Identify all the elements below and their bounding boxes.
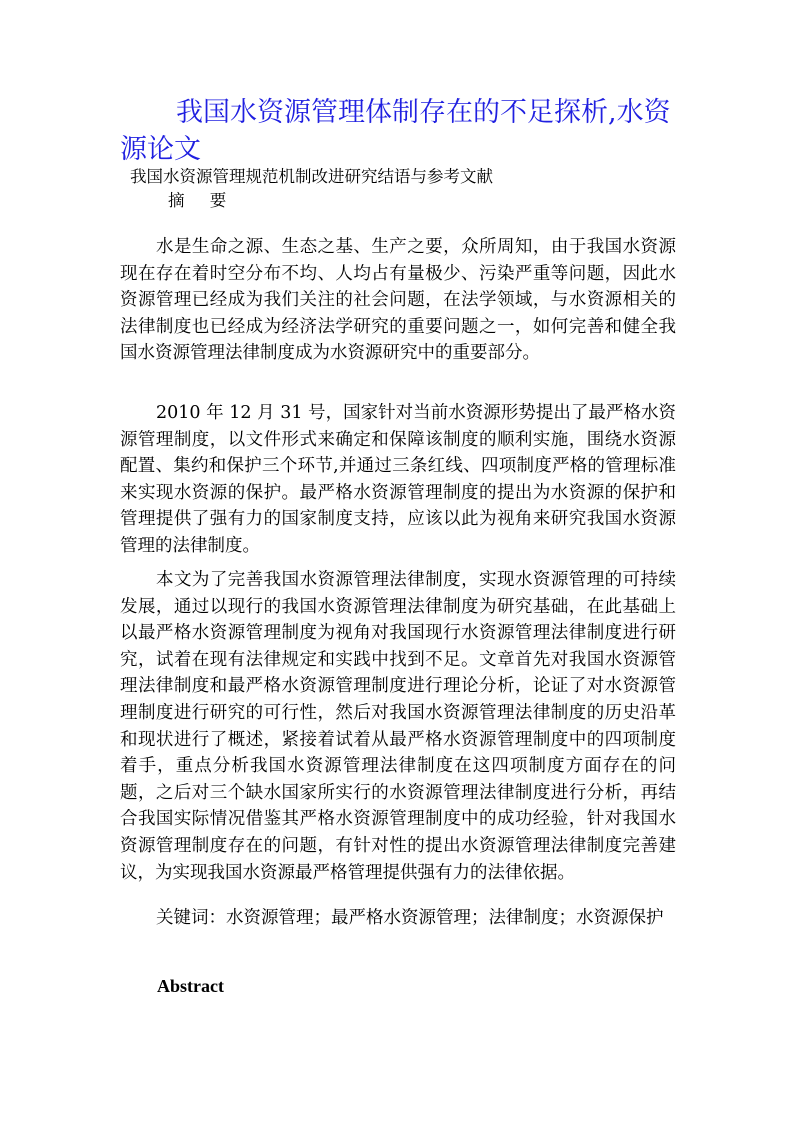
abstract-paragraph-3: 本文为了完善我国水资源管理法律制度，实现水资源管理的可持续发展，通过以现行的我国水资源管理法律制度为研究基础，在此基础上以最严格水资源管理制度为视角对我国现行水资源管理法律制度进行研究，试着在现有法律规定和实践中找到不足。文章首先对我国水资源管理法律制度和最严格水资源管理制度进行理论分析，论证了对水资源管理制度进行研究的可行性，然后对我国水资源管理法律制度的历史沿革和现状进行了概述，紧接着试着从最严格水资源管理制度中的四项制度着手，重点分析我国水资源管理法律制度在这四项制度方面存在的问题，之后对三个缺水国家所实行的水资源管理法律制度进行分析，再结合我国实际情况借鉴其严格水资源管理制度中的成功经验，针对我国水资源管理制度存在的问题，有针对性的提出水资源管理法律制度完善建议，为实现我国水资源最严格管理提供强有力的法律依据。 <box>120 570 676 883</box>
abstract-paragraph-1: 水是生命之源、生态之基、生产之要，众所周知，由于我国水资源现在存在着时空分布不均、人均占有量极少、污染严重等问题，因此水资源管理已经成为我们关注的社会问题，在法学领域，与水资源相关的法律制度也已经成为经济法学研究的重要问题之一，如何完善和健全我国水资源管理法律制度成为水资源研究中的重要部分。 <box>120 237 676 364</box>
abstract-en-heading: Abstract <box>157 976 224 996</box>
subtitle: 我国水资源管理规范机制改进研究结语与参考文献 <box>130 167 493 186</box>
abstract-heading: 摘 要 <box>168 191 237 210</box>
abstract-paragraph-2: 2010 年 12 月 31 号，国家针对当前水资源形势提出了最严格水资源管理制度，以文件形式来确定和保障该制度的顺利实施，围绕水资源配置、集约和保护三个环节,并通过三条红线、四项制度严格的管理标准来实现水资源的保护。最严格水资源管理制度的提出为水资源的保护和管理提供了强有力的国家制度支持，应该以此为视角来研究我国水资源管理的法律制度。 <box>120 403 676 556</box>
keywords: 关键词：水资源管理；最严格水资源管理；法律制度；水资源保护 <box>156 908 664 928</box>
page-title: 我国水资源管理体制存在的不足探析,水资源论文 <box>120 97 671 165</box>
